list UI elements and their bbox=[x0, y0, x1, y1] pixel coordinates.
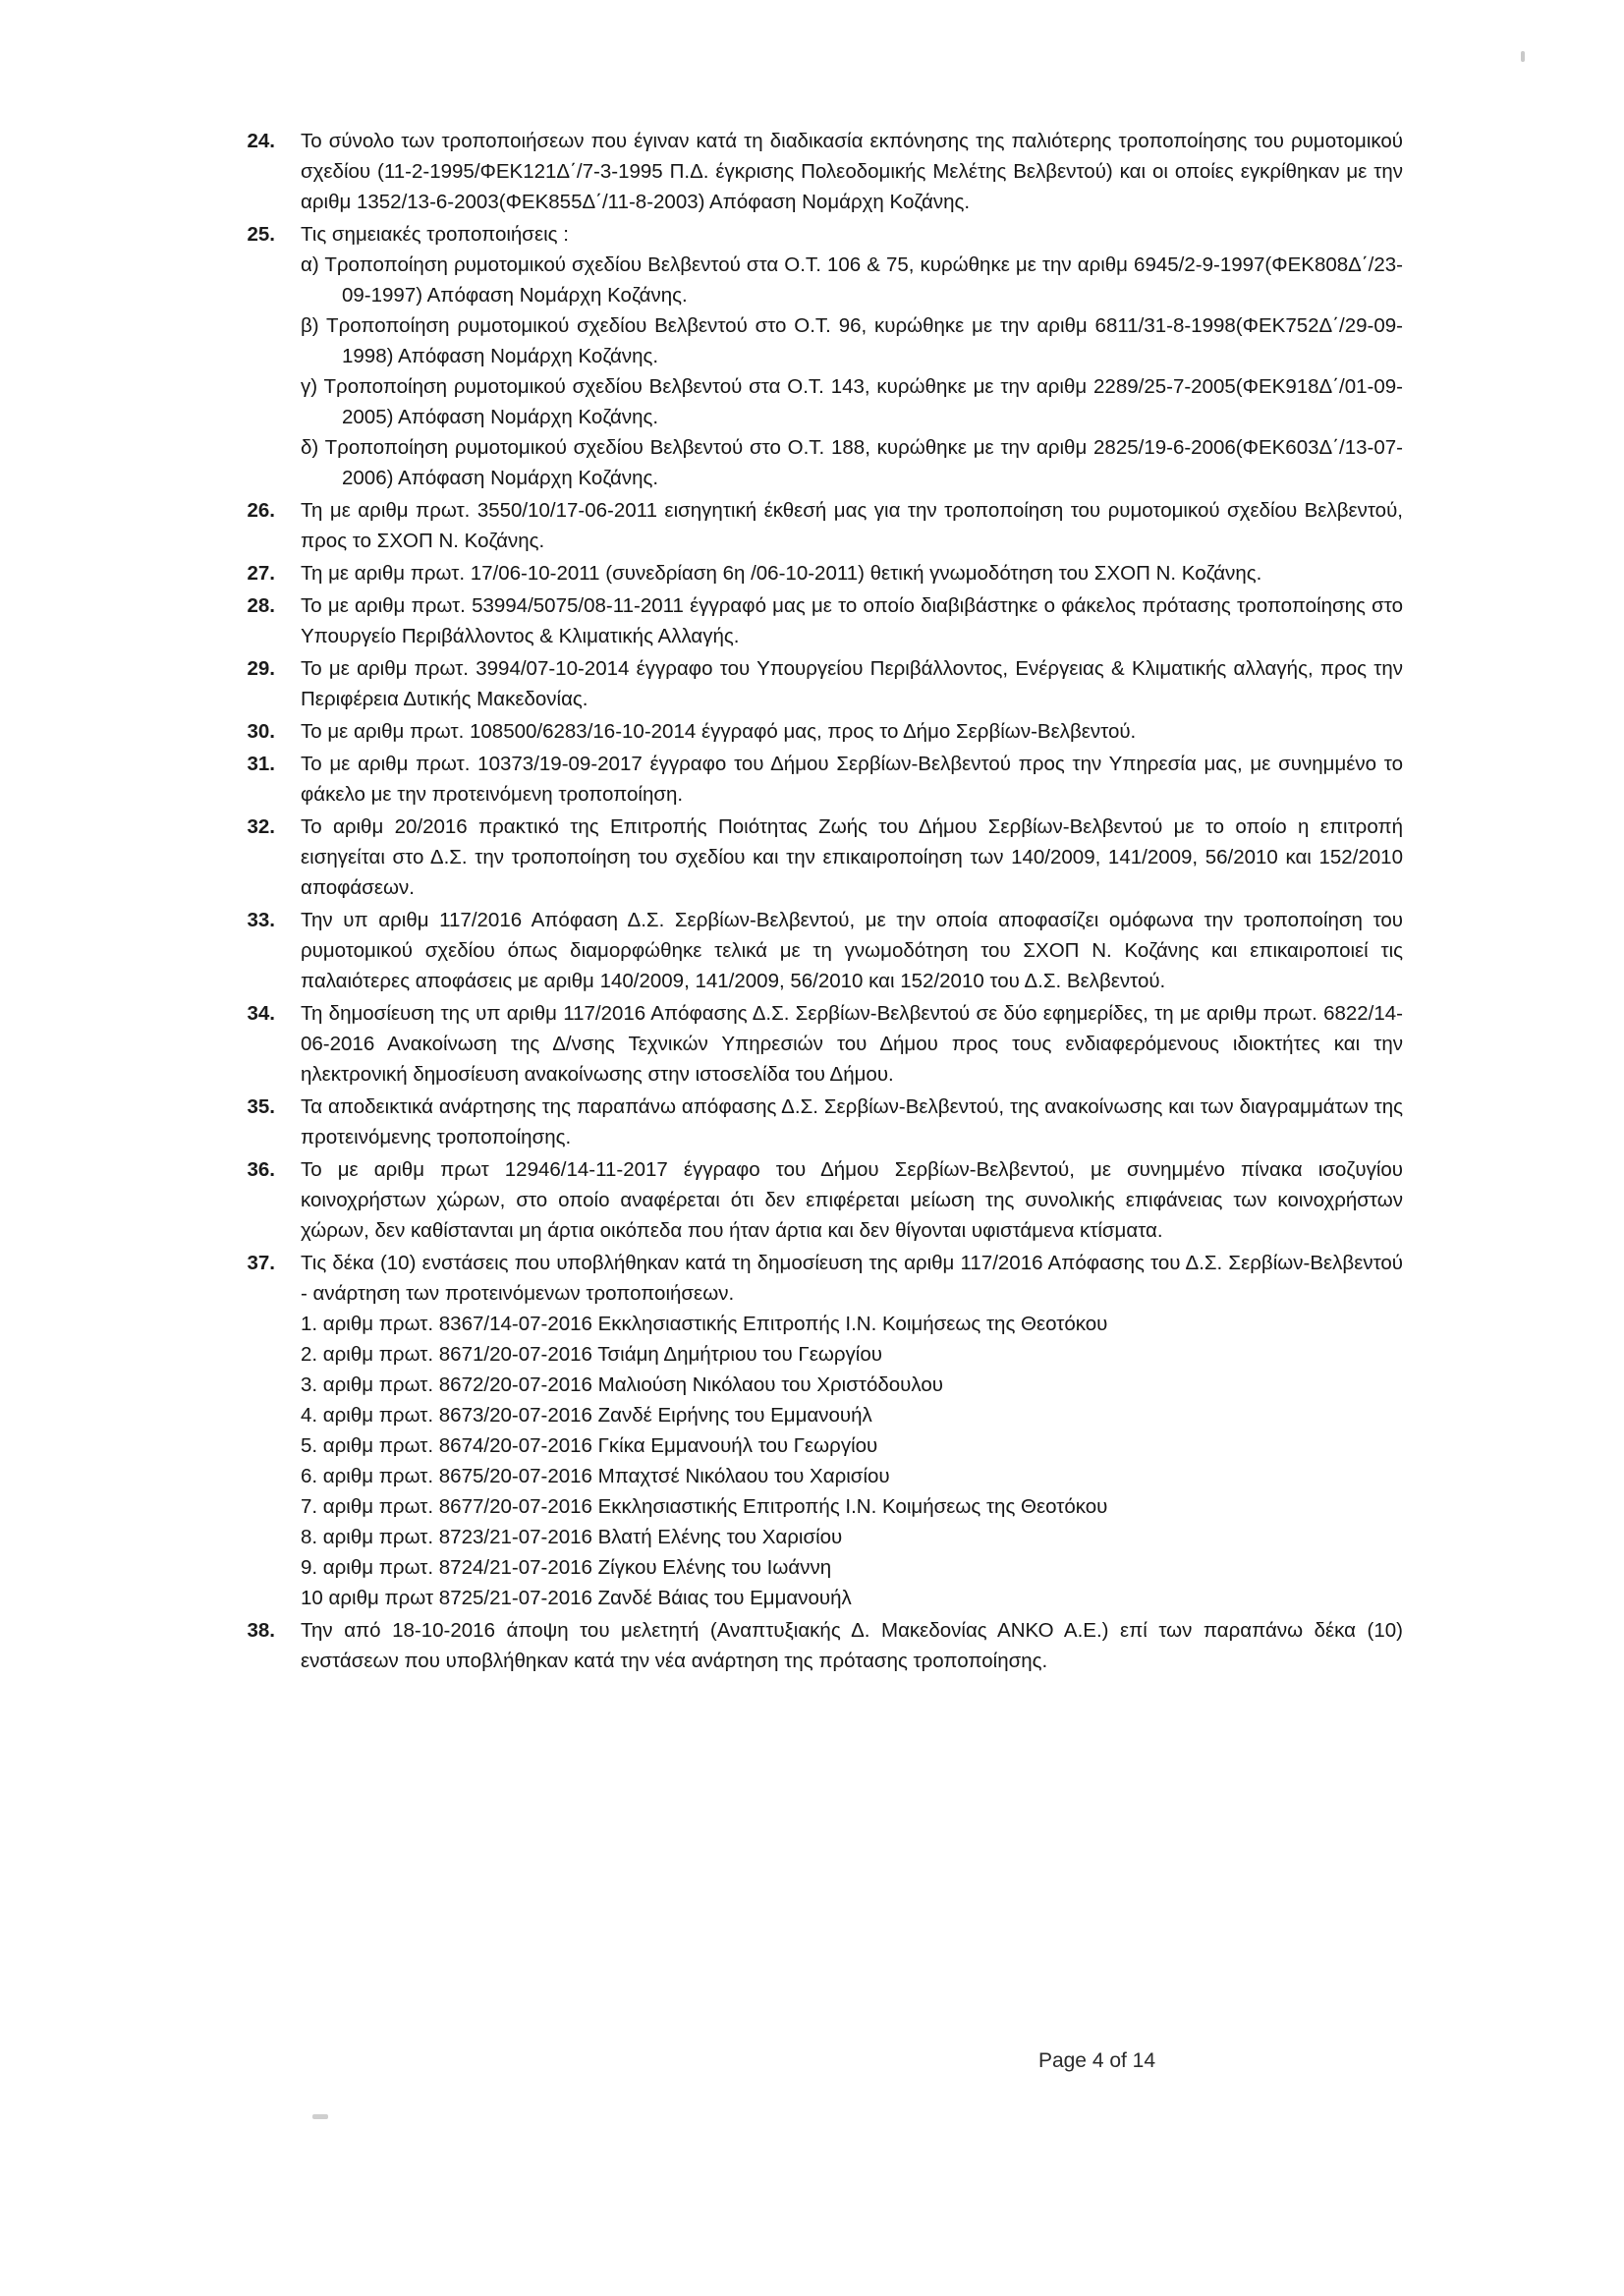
item-text: Το σύνολο των τροποποιήσεων που έγιναν κατά τη διαδικασία εκπόνησης της παλιότερης τροποποίησης του ρυμοτομικού σχεδίου (11-2-1995/ΦΕΚ121Δ΄/7-3-1995 Π.Δ. έγκρισης Πολεοδομικής Μελέτης Βελβεντού) και οι οποίες εγκρίθηκαν με την αριθμ 1352/13-6-2003(ΦΕΚ855Δ΄/11-8-2003) Απόφαση Νομάρχη Κοζάνης. bbox=[301, 130, 1403, 213]
item-text: Την από 18-10-2016 άποψη του μελετητή (Αναπτυξιακής Δ. Μακεδονίας ΑΝΚΟ Α.Ε.) επί των παραπάνω δέκα (10) ενστάσεων που υποβλήθηκαν κατά την νέα ανάρτηση της πρότασης τροποποίησης. bbox=[301, 1619, 1403, 1672]
item-intro: Τις σημειακές τροποποιήσεις : bbox=[301, 223, 569, 246]
sub-item: α) Τροποποίηση ρυμοτομικού σχεδίου Βελβεντού στα Ο.Τ. 106 & 75, κυρώθηκε με την αριθμ 6945/2-9-1997(ΦΕΚ808Δ΄/23-09-1997) Απόφαση Νομάρχη Κοζάνης. bbox=[301, 253, 1403, 307]
list-item bbox=[244, 126, 1403, 217]
item-number: 38. bbox=[247, 1619, 275, 1642]
list-item bbox=[244, 812, 1403, 903]
numbered-entry: 6. αριθμ πρωτ. 8675/20-07-2016 Μπαχτσέ Νικόλαου του Χαρισίου bbox=[301, 1465, 890, 1487]
list-item bbox=[244, 219, 1403, 493]
item-number: 26. bbox=[247, 499, 275, 522]
item-number: 34. bbox=[247, 1002, 275, 1025]
item-number: 27. bbox=[247, 562, 275, 585]
list-item bbox=[244, 749, 1403, 810]
list-item bbox=[244, 558, 1403, 588]
item-number: 36. bbox=[247, 1158, 275, 1181]
sub-item: β) Τροποποίηση ρυμοτομικού σχεδίου Βελβεντού στο Ο.Τ. 96, κυρώθηκε με την αριθμ 6811/31-8-1998(ΦΕΚ752Δ΄/29-09-1998) Απόφαση Νομάρχη Κοζάνης. bbox=[301, 314, 1403, 367]
item-text: Το αριθμ 20/2016 πρακτικό της Επιτροπής Ποιότητας Ζωής του Δήμου Σερβίων-Βελβεντού με το οποίο η επιτροπή εισηγείται στο Δ.Σ. την τροποποίηση του σχεδίου και την επικαιροποίηση των 140/2009, 141/2009, 56/2010 και 152/2010 αποφάσεων. bbox=[301, 815, 1403, 899]
list-item bbox=[244, 1154, 1403, 1246]
sub-item: γ) Τροποποίηση ρυμοτομικού σχεδίου Βελβεντού στα Ο.Τ. 143, κυρώθηκε με την αριθμ 2289/25-7-2005(ΦΕΚ918Δ΄/01-09-2005) Απόφαση Νομάρχη Κοζάνης. bbox=[301, 375, 1403, 428]
numbered-entry: 10 αριθμ πρωτ 8725/21-07-2016 Ζανδέ Βάιας του Εμμανουήλ bbox=[301, 1587, 852, 1609]
numbered-entry: 5. αριθμ πρωτ. 8674/20-07-2016 Γκίκα Εμμανουήλ του Γεωργίου bbox=[301, 1434, 878, 1457]
list-item bbox=[244, 495, 1403, 556]
document-body bbox=[244, 126, 1403, 1678]
item-text: Την υπ αριθμ 117/2016 Απόφαση Δ.Σ. Σερβίων-Βελβεντού, με την οποία αποφασίζει ομόφωνα την τροποποίηση του ρυμοτομικού σχεδίου όπως διαμορφώθηκε τελικά με τη γνωμοδότηση του ΣΧΟΠ Ν. Κοζάνης και επικαιροποιεί τις παλαιότερες αποφάσεις με αριθμ 140/2009, 141/2009, 56/2010 και 152/2010 του Δ.Σ. Βελβεντού. bbox=[301, 909, 1403, 992]
item-number: 24. bbox=[247, 130, 275, 152]
scan-artifact bbox=[312, 2114, 328, 2119]
item-text: Το με αριθμ πρωτ 12946/14-11-2017 έγγραφο του Δήμου Σερβίων-Βελβεντού, με συνημμένο πίνακα ισοζυγίου κοινοχρήστων χώρων, στο οποίο αναφέρεται ότι δεν επιφέρεται μείωση της συνολικής επιφάνειας των κοινοχρήστων χώρων, δεν καθίστανται μη άρτια οικόπεδα που ήταν άρτια και δεν θίγονται υφιστάμενα κτίσματα. bbox=[301, 1158, 1403, 1242]
numbered-entry: 2. αριθμ πρωτ. 8671/20-07-2016 Τσιάμη Δημήτριου του Γεωργίου bbox=[301, 1343, 882, 1366]
list-item bbox=[244, 1615, 1403, 1676]
numbered-entry: 7. αριθμ πρωτ. 8677/20-07-2016 Εκκλησιαστικής Επιτροπής Ι.Ν. Κοιμήσεως της Θεοτόκου bbox=[301, 1495, 1108, 1518]
list-item bbox=[244, 716, 1403, 747]
item-text: Το με αριθμ πρωτ. 3994/07-10-2014 έγγραφο του Υπουργείου Περιβάλλοντος, Ενέργειας & Κλιματικής αλλαγής, προς την Περιφέρεια Δυτικής Μακεδονίας. bbox=[301, 657, 1403, 710]
item-intro: Τις δέκα (10) ενστάσεις που υποβλήθηκαν κατά τη δημοσίευση της αριθμ 117/2016 Απόφασης του Δ.Σ. Σερβίων-Βελβεντού - ανάρτηση των προτεινόμενων τροποποιήσεων. bbox=[301, 1252, 1403, 1305]
numbered-entry: 3. αριθμ πρωτ. 8672/20-07-2016 Μαλιούση Νικόλαου του Χριστόδουλου bbox=[301, 1373, 943, 1396]
numbered-entry: 4. αριθμ πρωτ. 8673/20-07-2016 Ζανδέ Ειρήνης του Εμμανουήλ bbox=[301, 1404, 872, 1427]
item-number: 33. bbox=[247, 909, 275, 931]
list-item bbox=[244, 998, 1403, 1090]
list-item bbox=[244, 905, 1403, 996]
sub-item: δ) Τροποποίηση ρυμοτομικού σχεδίου Βελβεντού στο Ο.Τ. 188, κυρώθηκε με την αριθμ 2825/19-6-2006(ΦΕΚ603Δ΄/13-07-2006) Απόφαση Νομάρχη Κοζάνης. bbox=[301, 436, 1403, 489]
item-text bbox=[301, 219, 1403, 493]
page-number: Page 4 of 14 bbox=[1037, 2049, 1156, 2072]
list-item bbox=[244, 653, 1403, 714]
item-text: Τη με αριθμ πρωτ. 17/06-10-2011 (συνεδρίαση 6η /06-10-2011) θετική γνωμοδότηση του ΣΧΟΠ Ν. Κοζάνης. bbox=[301, 562, 1262, 585]
item-text: Τη με αριθμ πρωτ. 3550/10/17-06-2011 εισηγητική έκθεσή μας για την τροποποίηση του ρυμοτομικού σχεδίου Βελβεντού, προς το ΣΧΟΠ Ν. Κοζάνης. bbox=[301, 499, 1403, 552]
numbered-entry: 9. αριθμ πρωτ. 8724/21-07-2016 Ζίγκου Ελένης του Ιωάννη bbox=[301, 1556, 832, 1579]
item-number: 35. bbox=[247, 1095, 275, 1118]
item-number: 25. bbox=[247, 223, 275, 246]
item-text bbox=[301, 1248, 1403, 1613]
item-text: Το με αριθμ πρωτ. 53994/5075/08-11-2011 έγγραφό μας με το οποίο διαβιβάστηκε ο φάκελος πρότασης τροποποίησης στο Υπουργείο Περιβάλλοντος & Κλιματικής Αλλαγής. bbox=[301, 594, 1403, 647]
item-number: 28. bbox=[247, 594, 275, 617]
list-item bbox=[244, 1248, 1403, 1613]
list-item bbox=[244, 1092, 1403, 1152]
item-text: Τα αποδεικτικά ανάρτησης της παραπάνω απόφασης Δ.Σ. Σερβίων-Βελβεντού, της ανακοίνωσης και των διαγραμμάτων της προτεινόμενης τροποποίησης. bbox=[301, 1095, 1403, 1148]
item-text: Το με αριθμ πρωτ. 10373/19-09-2017 έγγραφο του Δήμου Σερβίων-Βελβεντού προς την Υπηρεσία μας, με συνημμένο το φάκελο με την προτεινόμενη τροποποίηση. bbox=[301, 753, 1403, 806]
numbered-entry: 1. αριθμ πρωτ. 8367/14-07-2016 Εκκλησιαστικής Επιτροπής Ι.Ν. Κοιμήσεως της Θεοτόκου bbox=[301, 1313, 1108, 1335]
item-number: 31. bbox=[247, 753, 275, 775]
item-text: Το με αριθμ πρωτ. 108500/6283/16-10-2014 έγγραφό μας, προς το Δήμο Σερβίων-Βελβεντού. bbox=[301, 720, 1137, 743]
list-item bbox=[244, 590, 1403, 651]
item-number: 32. bbox=[247, 815, 275, 838]
scan-artifact bbox=[1521, 51, 1525, 62]
item-number: 29. bbox=[247, 657, 275, 680]
item-text: Τη δημοσίευση της υπ αριθμ 117/2016 Απόφασης Δ.Σ. Σερβίων-Βελβεντού σε δύο εφημερίδες, τη με αριθμ πρωτ. 6822/14-06-2016 Ανακοίνωση της Δ/νσης Τεχνικών Υπηρεσιών του Δήμου προς τους ενδιαφερόμενους ιδιοκτήτες και την ηλεκτρονική δημοσίευση ανακοίνωσης στην ιστοσελίδα του Δήμου. bbox=[301, 1002, 1403, 1086]
item-number: 30. bbox=[247, 720, 275, 743]
page-footer bbox=[0, 2049, 1624, 2073]
item-number: 37. bbox=[247, 1252, 275, 1274]
numbered-entry: 8. αριθμ πρωτ. 8723/21-07-2016 Βλατή Ελένης του Χαρισίου bbox=[301, 1526, 843, 1548]
